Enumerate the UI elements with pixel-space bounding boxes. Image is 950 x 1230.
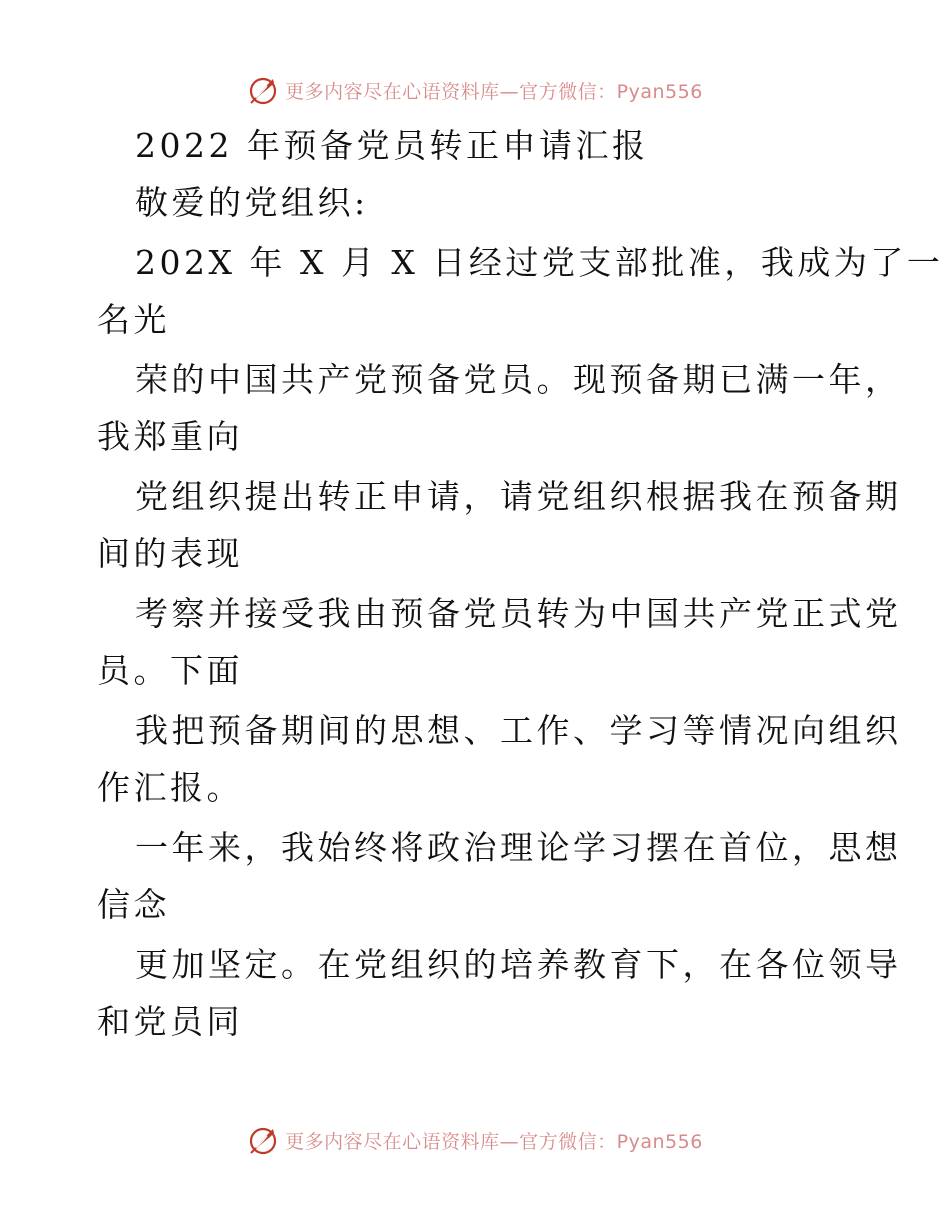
paragraph-line: 荣的中国共产党预备党员。现预备期已满一年， bbox=[135, 360, 902, 399]
watermark-text: 更多内容尽在心语资料库—官方微信：Pyan556 bbox=[285, 80, 703, 103]
footer-watermark bbox=[0, 1120, 950, 1160]
paragraph-line: 我郑重向 bbox=[97, 417, 243, 456]
paragraph-line: 党组织提出转正申请，请党组织根据我在预备期 bbox=[135, 477, 902, 516]
paragraph-line: 间的表现 bbox=[97, 534, 243, 573]
salutation: 敬爱的党组织: bbox=[135, 183, 369, 222]
paragraph-line: 作汇报。 bbox=[97, 768, 243, 807]
paragraph-line: 一年来，我始终将政治理论学习摆在首位，思想 bbox=[135, 828, 902, 867]
paragraph-line: 更加坚定。在党组织的培养教育下，在各位领导 bbox=[135, 945, 902, 984]
paragraph-line: 和党员同 bbox=[97, 1002, 243, 1041]
paragraph-line: 202X 年 X 月 X 日经过党支部批准，我成为了一 bbox=[135, 243, 944, 282]
paragraph-line: 考察并接受我由预备党员转为中国共产党正式党 bbox=[135, 594, 902, 633]
paragraph-line: 我把预备期间的思想、工作、学习等情况向组织 bbox=[135, 711, 902, 750]
paragraph-line: 名光 bbox=[97, 300, 170, 339]
document-title: 2022 年预备党员转正申请汇报 bbox=[135, 126, 649, 165]
paragraph-line: 员。下面 bbox=[97, 651, 243, 690]
quill-pen-logo-icon bbox=[247, 1124, 279, 1156]
paragraph-line: 信念 bbox=[97, 885, 170, 924]
watermark-text: 更多内容尽在心语资料库—官方微信：Pyan556 bbox=[285, 1130, 703, 1153]
